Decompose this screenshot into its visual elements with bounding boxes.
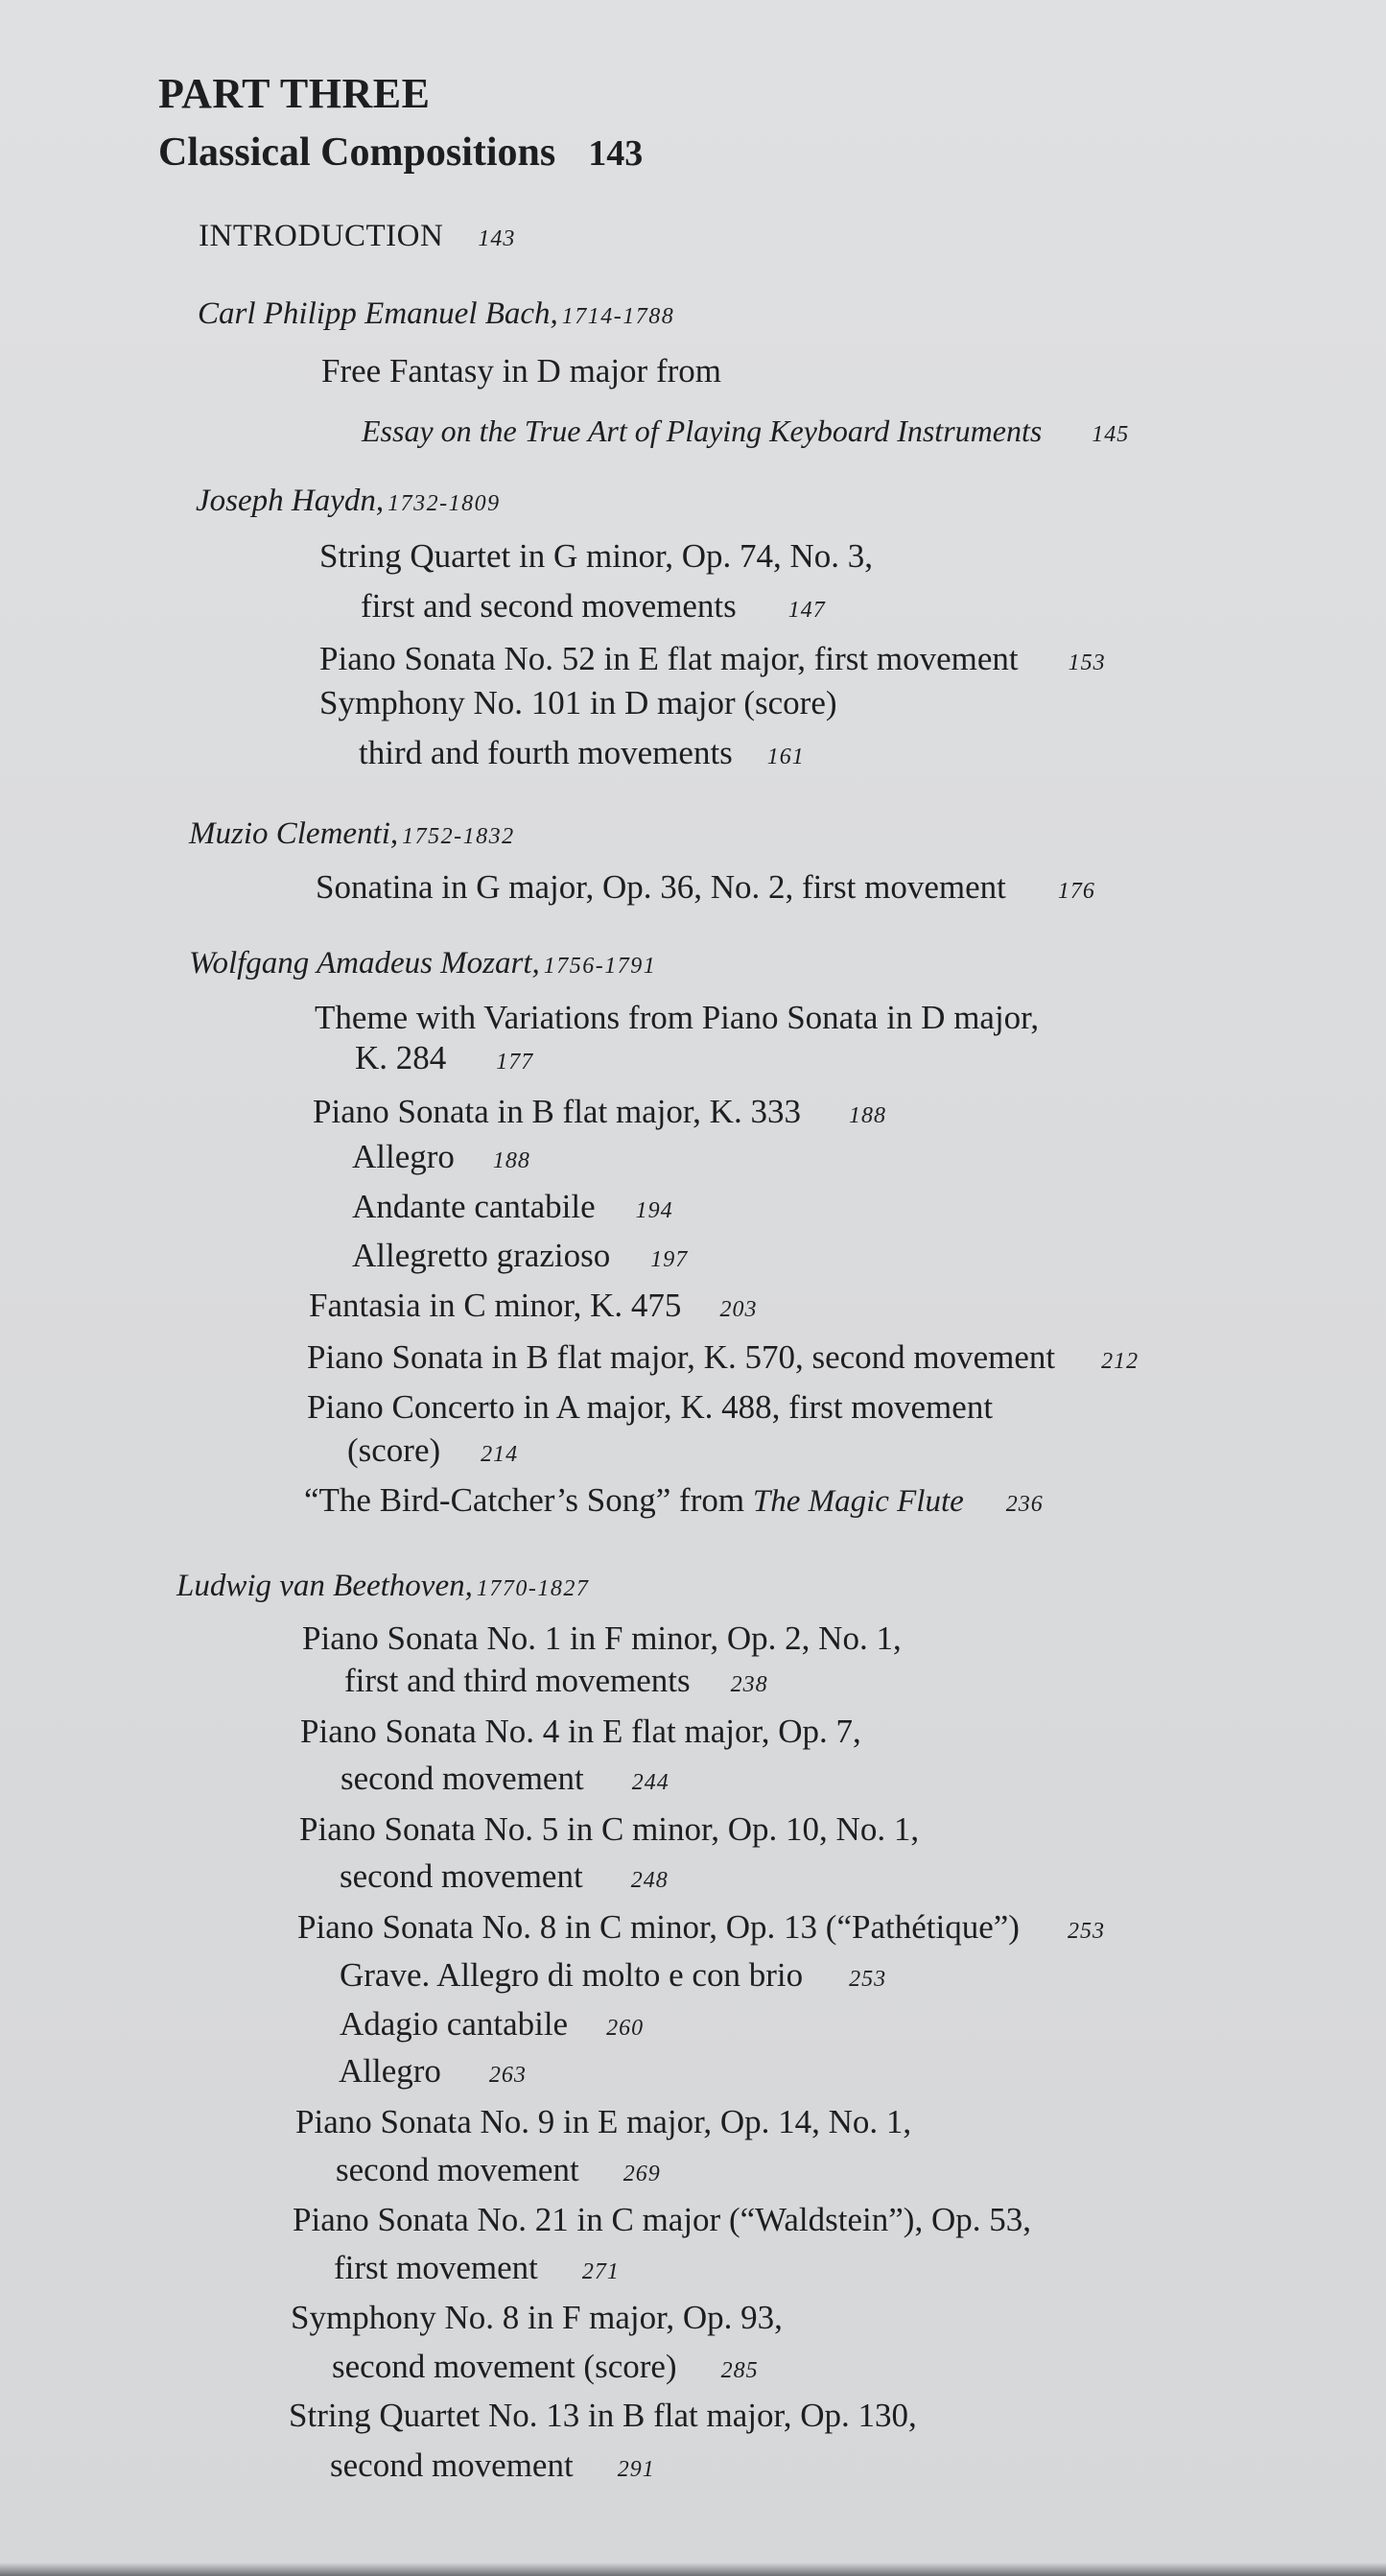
- toc-entry: [289, 2399, 917, 2432]
- composer-heading: [189, 818, 515, 850]
- entry-title: Sonatina in G major, Op. 36, No. 2, first movement: [316, 868, 1006, 906]
- composer-name: Muzio Clementi,: [189, 816, 399, 851]
- entry-page-number: 145: [1092, 422, 1130, 447]
- toc-entry: [347, 1433, 518, 1467]
- part-heading: [158, 132, 643, 173]
- toc-entry: [355, 1041, 533, 1075]
- entry-title: second movement: [330, 2446, 574, 2484]
- entry-page-number: 177: [496, 1050, 534, 1075]
- introduction-label: INTRODUCTION: [199, 219, 444, 253]
- toc-entry: [299, 1812, 919, 1846]
- entry-title: Piano Sonata No. 4 in E flat major, Op. 7,: [300, 1713, 861, 1750]
- toc-entry: [340, 1958, 886, 1992]
- entry-title: Essay on the True Art of Playing Keyboard Instruments: [362, 414, 1043, 448]
- entry-page-number: 203: [719, 1297, 758, 1322]
- toc-entry: [319, 642, 1106, 675]
- entry-page-number: 147: [787, 598, 826, 623]
- introduction-page-number: 143: [478, 226, 516, 251]
- toc-entry: [334, 2251, 620, 2284]
- entry-page-number: 153: [1068, 650, 1106, 675]
- entry-title: Piano Sonata No. 21 in C major (“Waldstein”), Op. 53,: [293, 2201, 1031, 2238]
- entry-page-number: 253: [1067, 1919, 1105, 1944]
- composer-dates: 1752-1832: [402, 824, 515, 849]
- toc-entry: [291, 2301, 783, 2334]
- entry-page-number: 212: [1101, 1349, 1139, 1374]
- entry-page-number: 238: [730, 1672, 768, 1697]
- toc-entry: [307, 1390, 993, 1424]
- composer-heading: [196, 485, 501, 517]
- entry-title: Piano Sonata No. 52 in E flat major, first movement: [319, 640, 1019, 677]
- entry-title: first and second movements: [361, 587, 737, 625]
- entry-page-number: 197: [650, 1247, 689, 1272]
- entry-page-number: 214: [481, 1442, 519, 1467]
- entry-page-number: 260: [606, 2016, 645, 2041]
- entry-title: Piano Concerto in A major, K. 488, first movement: [307, 1388, 994, 1426]
- entry-title: Symphony No. 8 in F major, Op. 93,: [291, 2299, 783, 2336]
- entry-page-number: 161: [766, 744, 805, 769]
- composer-name: Joseph Haydn,: [196, 484, 385, 518]
- entry-title: Piano Sonata in B flat major, K. 333: [313, 1093, 801, 1130]
- entry-title: Piano Sonata No. 1 in F minor, Op. 2, No. 1,: [302, 1619, 902, 1657]
- entry-title: “The Bird-Catcher’s Song” from: [304, 1481, 745, 1519]
- entry-page-number: 244: [631, 1770, 670, 1795]
- part-label: PART THREE: [158, 70, 431, 117]
- toc-entry: [340, 1859, 669, 1893]
- entry-page-number: 253: [849, 1967, 887, 1992]
- entry-title: String Quartet No. 13 in B flat major, Op. 130,: [289, 2397, 917, 2434]
- page-edge-shadow: [0, 2563, 1386, 2576]
- toc-entry: [362, 414, 1129, 447]
- entry-page-number: 188: [848, 1103, 886, 1128]
- composer-name: Ludwig van Beethoven,: [176, 1569, 473, 1603]
- entry-title: first and third movements: [344, 1662, 691, 1699]
- entry-page-number: 248: [630, 1868, 669, 1893]
- entry-title: second movement: [336, 2151, 579, 2188]
- entry-page-number: 188: [492, 1148, 530, 1173]
- toc-entry: [293, 2203, 1031, 2236]
- entry-title: third and fourth movements: [359, 734, 733, 771]
- toc-entry: [340, 2007, 644, 2041]
- toc-entry: [352, 1190, 673, 1223]
- entry-title: K. 284: [355, 1039, 447, 1076]
- entry-page-number: 269: [623, 2162, 661, 2186]
- entry-title: Free Fantasy in D major from: [321, 352, 721, 390]
- toc-entry: [352, 1140, 530, 1173]
- composer-heading: [189, 948, 656, 980]
- toc-entry: [359, 736, 805, 769]
- entry-title: Theme with Variations from Piano Sonata in D major,: [315, 999, 1040, 1036]
- toc-entry: [319, 539, 873, 573]
- composer-heading: [198, 298, 674, 330]
- toc-entry: [300, 1714, 861, 1748]
- entry-title-italic: The Magic Flute: [752, 1484, 964, 1519]
- toc-entry: [315, 1001, 1039, 1034]
- entry-page-number: 176: [1057, 879, 1095, 904]
- toc-entry: [316, 870, 1095, 904]
- toc-entry: [302, 1621, 902, 1655]
- entry-title: Adagio cantabile: [340, 2005, 569, 2043]
- toc-entry: [321, 354, 721, 388]
- toc-entry: [352, 1239, 688, 1272]
- toc-entry: [297, 1910, 1105, 1944]
- entry-page-number: 263: [488, 2063, 527, 2088]
- toc-entry: [336, 2153, 661, 2186]
- entry-title: (score): [347, 1431, 441, 1469]
- toc-entry: [295, 2105, 911, 2139]
- composer-name: Carl Philipp Emanuel Bach,: [198, 296, 558, 331]
- toc-entry: [309, 1288, 757, 1322]
- entry-title: second movement (score): [332, 2348, 677, 2385]
- toc-entry: [330, 2448, 655, 2482]
- entry-title: second movement: [341, 1760, 584, 1797]
- toc-entry: [319, 686, 837, 720]
- part-page-number: 143: [588, 133, 644, 174]
- entry-title: Piano Sonata in B flat major, K. 570, second movement: [307, 1338, 1056, 1376]
- entry-title: Piano Sonata No. 5 in C minor, Op. 10, No. 1,: [299, 1810, 920, 1848]
- entry-title: Symphony No. 101 in D major (score): [319, 684, 837, 721]
- composer-dates: 1756-1791: [543, 954, 657, 979]
- entry-title: Fantasia in C minor, K. 475: [309, 1287, 682, 1324]
- entry-title: Andante cantabile: [352, 1188, 596, 1225]
- entry-title: String Quartet in G minor, Op. 74, No. 3,: [319, 537, 874, 575]
- composer-dates: 1714-1788: [561, 304, 675, 329]
- toc-entry: [332, 2350, 759, 2383]
- introduction-entry: [199, 221, 515, 252]
- toc-entry: [339, 2054, 527, 2088]
- toc-entry: [361, 589, 826, 623]
- entry-page-number: 194: [635, 1198, 673, 1223]
- entry-title: Allegro: [352, 1138, 455, 1175]
- toc-entry: [313, 1095, 886, 1128]
- entry-page-number: 271: [581, 2259, 620, 2284]
- entry-page-number: 236: [1005, 1492, 1044, 1517]
- entry-title: Piano Sonata No. 9 in E major, Op. 14, No. 1,: [295, 2103, 912, 2140]
- toc-entry: [304, 1483, 1044, 1518]
- entry-title: Allegro: [339, 2052, 441, 2090]
- toc-entry: [344, 1664, 768, 1697]
- composer-dates: 1732-1809: [388, 491, 501, 516]
- entry-page-number: 291: [617, 2457, 655, 2482]
- entry-title: Grave. Allegro di molto e con brio: [340, 1956, 804, 1994]
- toc-entry: [307, 1340, 1139, 1374]
- composer-dates: 1770-1827: [476, 1576, 590, 1601]
- composer-heading: [176, 1571, 589, 1602]
- entry-title: Piano Sonata No. 8 in C minor, Op. 13 (“Pathétique”): [297, 1908, 1020, 1946]
- entry-title: Allegretto grazioso: [352, 1237, 611, 1274]
- entry-page-number: 285: [720, 2358, 759, 2383]
- part-title: Classical Compositions: [158, 130, 556, 175]
- composer-name: Wolfgang Amadeus Mozart,: [189, 946, 540, 981]
- entry-title: first movement: [334, 2249, 538, 2286]
- entry-title: second movement: [340, 1857, 583, 1895]
- toc-entry: [341, 1761, 670, 1795]
